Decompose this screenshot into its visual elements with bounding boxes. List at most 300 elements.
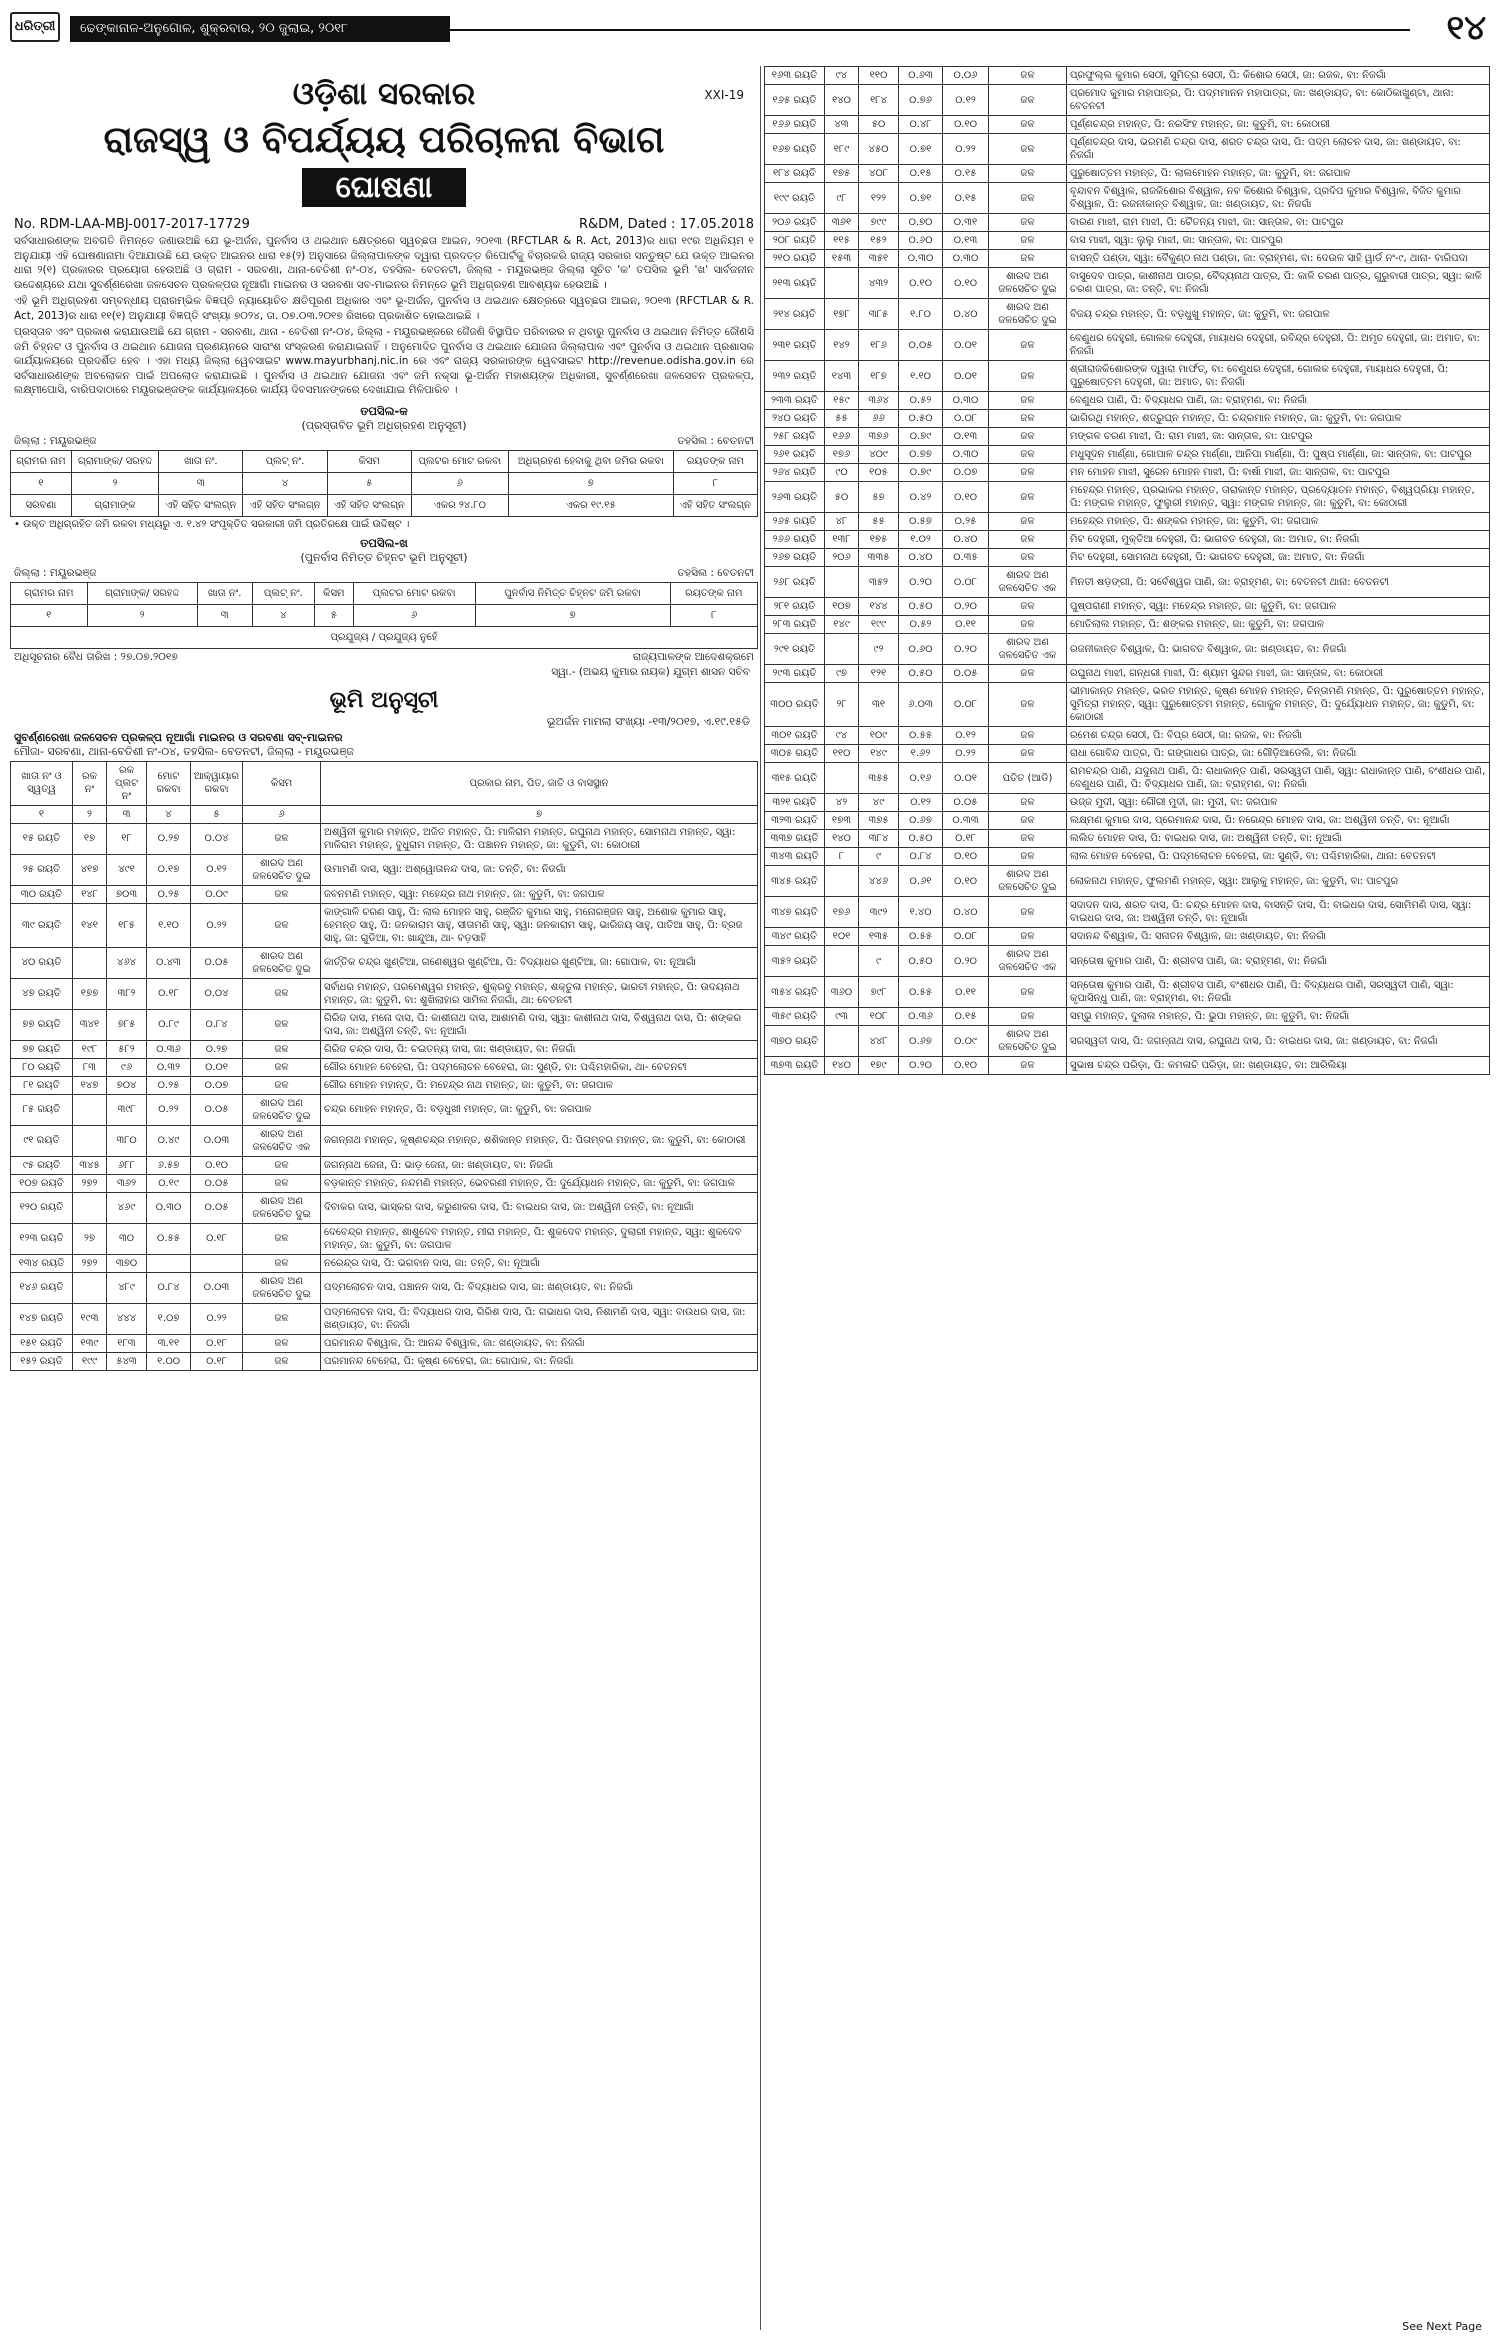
table-cell: ୧୭୫ [825, 165, 859, 183]
table-cell: ୨୫ ରୟତି [11, 854, 73, 885]
table-cell: ୩୫୧ [859, 250, 899, 268]
see-next-page: See Next Page [1402, 2320, 1482, 2333]
table-cell: ଜଳ [989, 977, 1067, 1008]
table-cell: ୫୫ [859, 513, 899, 531]
table-cell: ୩୪୭ ରୟତି [765, 897, 825, 928]
table-cell: ୦.୩୦ [943, 446, 989, 464]
land-table-right [764, 66, 1490, 1075]
table-cell: ୩୮୨ [107, 978, 147, 1009]
table-cell: ଜଳ [989, 727, 1067, 745]
table-cell: ୪୩୨ [859, 268, 899, 299]
table-cell: ୧୨୦ ରୟତି [11, 1192, 73, 1223]
table-cell: ୫୭ [859, 482, 899, 513]
table-cell: ଜଳ [989, 616, 1067, 634]
table-cell: ୩୮୪ [859, 830, 899, 848]
table-cell: ୨୮୩ ରୟତି [765, 616, 825, 634]
owner-details: ପୁରୁଷୋତ୍ତମ ମହାନ୍ତ, ପି: ଲାଲମୋହନ ମହାନ୍ତ, ଜା: କୁଡୁମି, ବା: ଜଗପାଳ [1067, 165, 1490, 183]
table-cell: ୨୬୭ ରୟତି [765, 549, 825, 567]
table-cell: ୧.୦୨ [899, 531, 943, 549]
table-row [11, 1352, 758, 1370]
table-row [11, 1272, 758, 1303]
table-cell: ୩୪୩ ରୟତି [765, 848, 825, 866]
table-row [11, 1156, 758, 1174]
table-cell: ୧୦୯ [859, 727, 899, 745]
table-cell: ୯୩ [825, 1008, 859, 1026]
table-cell: ଶାରଦ ଅଣ ଜଳସେଚିତ ଦୁଇ [989, 299, 1067, 330]
table-cell: ୦.୩୬ [147, 1040, 191, 1058]
column-header: କିସମ [327, 450, 411, 472]
table-cell: ୧୭୬ [825, 446, 859, 464]
table-cell: ଜଳ [989, 464, 1067, 482]
table-cell: ୧୮୯ [825, 134, 859, 165]
schedule-b-applicability: ପ୍ରଯୁଜ୍ୟ / ପ୍ରଯୁଜ୍ୟ ନୁହେଁ [11, 626, 758, 648]
owner-details: ବାସନ୍ତି ପଣ୍ଡା, ସ୍ୱା: ବୈକୁଣ୍ଠ ନାଥ ପଣ୍ଡା, ଜା: ବ୍ରାହ୍ମଣ, ବା: ଦେଉଳ ସାହି ୱାର୍ଡ ନଂ-୯, ଥାନା- ବାରିପଦା [1067, 250, 1490, 268]
district-label: ଜିଲ୍ଲା : ମୟୂରଭଞ୍ଜ [14, 566, 97, 579]
table-cell: ଜଳ [243, 903, 321, 947]
table-row [765, 482, 1490, 513]
table-cell: ୧୭ [73, 823, 107, 854]
table-cell: ୧୬୬ ରୟତି [765, 116, 825, 134]
owner-details: ଗିରିଜ ଚନ୍ଦ୍ର ଦାସ, ପି: ଚଇତନ୍ୟ ଦାସ, ଜା: ଖଣ୍ଡାୟତ, ବା: ନିଜଗାଁ [321, 1040, 758, 1058]
table-cell: ୧୬୫ ରୟତି [765, 85, 825, 116]
owner-details: ମିନତୀ ଷଡ଼ଙ୍ଗୀ, ପି: ସର୍ବେଶ୍ୱର ପାଣି, ଜା: ବ୍ରାହ୍ମଣ, ବା: ବେତନଟୀ ଥାନା: ବେତନଟୀ [1067, 567, 1490, 598]
table-cell: ୪୦୮ [859, 165, 899, 183]
table-cell: ୨୬୬ ରୟତି [765, 531, 825, 549]
table-cell: ୦.୨୨ [191, 1303, 243, 1334]
table-cell: ୦.୧୬ [899, 763, 943, 794]
table-cell: ୨୮ [825, 683, 859, 727]
table-cell: ୨୩୧ ରୟତି [765, 330, 825, 361]
table-cell: ଏହି ସହିତ ସଂଲଗ୍ନ [159, 494, 243, 516]
owner-details: ରାଧା ଗୋବିନ୍ଦ ପାତ୍ର, ପି: ଗଙ୍ଗାଧର ପାତ୍ର, ଜା: ଗୌଡ଼ିଆଡେଲି, ବା: ନିଜଗାଁ [1067, 745, 1490, 763]
table-cell: ୪୪୪ [107, 1303, 147, 1334]
table-cell: ୧୦୭ [825, 598, 859, 616]
table-row [11, 1076, 758, 1094]
table-cell: ୦.୧୦ [943, 1057, 989, 1075]
owner-details: ଉଜ୍ଜ ମୁଦୀ, ସ୍ୱା: ଗୌରୀ ମୁଦୀ, ଜା: ମୁଦୀ, ବା: ଜଗପାଳ [1067, 794, 1490, 812]
table-cell: ୬୬ [859, 410, 899, 428]
owner-details: ଚନ୍ଦ୍ର ମୋହନ ମହାନ୍ତ, ପି: ବଡ଼ଧୁଖୀ ମହାନ୍ତ, ଜା: କୁଡୁମି, ବା: ଜଗପାଳ [321, 1094, 758, 1125]
table-cell: ଏହି ସହିତ ସଂଲଗ୍ନ [243, 494, 327, 516]
owner-details: ବାରଣ ମାଝୀ, ରାମ ମାଝୀ, ପି: ଚୈତନ୍ୟ ମାଝୀ, ଜା: ସାନ୍ତାଳ, ବା: ପାଟପୁର [1067, 214, 1490, 232]
table-row [765, 165, 1490, 183]
table-cell: ଶାରଦ ଅଣ ଜଳସେଚିତ ଏକ [243, 1125, 321, 1156]
column-header: ପ୍ଲଟ୍ ନଂ. [243, 450, 327, 472]
table-row [765, 361, 1490, 392]
schedule-a-title: ତପସିଲ-କ [360, 403, 408, 418]
table-cell: ୦.୦୬ [943, 67, 989, 85]
schedule-a-note: • ଉକ୍ତ ଅଧିଗ୍ରହିତ ଜମି ରକବା ମଧ୍ୟରୁ ଏ. ୧.୪୨ ସଂପୃକ୍ତିତ ସରକାରୀ ଜମି ପ୍ରତିରକ୍ଷେ ପାଇଁ ଉଦ୍ଦିଷ୍ଟ । [14, 518, 410, 530]
table-cell: ୧୪୯ [859, 745, 899, 763]
table-cell: ୪୦ ରୟତି [11, 947, 73, 978]
column-header: ଅଧିଗ୍ରହଣ ହେବାକୁ ଥିବା ଜମିର ରକବା [508, 450, 673, 472]
table-cell: ୦.୫୦ [899, 665, 943, 683]
table-cell: ୦.୭୭ [899, 446, 943, 464]
table-cell: ୧୨୩ ରୟତି [11, 1223, 73, 1254]
column-header: କିସମ [315, 582, 354, 604]
table-cell: ୯୫ ରୟତି [11, 1156, 73, 1174]
table-cell: ୦.୭୯ [899, 464, 943, 482]
table-cell: ଜଳ [989, 134, 1067, 165]
table-cell: ୦.୦୪ [191, 978, 243, 1009]
department-title: ରାଜସ୍ୱ ଓ ବିପର୍ଯ୍ୟୟ ପରିଚାଳନା ବିଭାଗ [103, 117, 665, 161]
table-cell: ୦.୩୦ [943, 392, 989, 410]
table-cell: ୦.୧୦ [943, 848, 989, 866]
table-cell: ସରବଣା [11, 494, 72, 516]
table-cell: ଜଳ [989, 410, 1067, 428]
table-cell: ୦.୪୩ [147, 947, 191, 978]
table-cell: ୧୫୨ ରୟତି [11, 1352, 73, 1370]
table-cell: ୩୦ [107, 1223, 147, 1254]
owner-details: ସମ୍ଭୁ ମହାନ୍ତ, ଦୁଲାଲ ମହାନ୍ତ, ପି: ଭୁପା ମହାନ୍ତ, ଜା: କୁଡୁମି, ବା: ନିଜଗାଁ [1067, 1008, 1490, 1026]
notice-footer [14, 651, 754, 664]
table-cell: ଶାରଦ ଅଣ ଜଳସେଚିତ ଦୁଇ [243, 947, 321, 978]
owner-details: ପରମାନନ୍ଦ ବେହେରା, ପି: କୃଷ୍ଣ ବେହେରା, ଜା: ଗୋପାଳ, ବା: ନିଜଗାଁ [321, 1352, 758, 1370]
table-cell: ୪୯୧ [107, 854, 147, 885]
table-cell: ୪୪୮ [859, 1026, 899, 1057]
table-cell: ୯ [859, 848, 899, 866]
table-cell: ୨୧୦ ରୟତି [765, 250, 825, 268]
owner-details: ପୂର୍ଣ୍ଣଚନ୍ଦ୍ର ଦାସ, ଭରମଣି ଚନ୍ଦ୍ର ଦାସ, ଶରତ ଚନ୍ଦ୍ର ଦାସ, ପି: ପଦ୍ମ ଲୋଚନ ଦାସ, ଜା: ଖଣ୍ଡାୟତ, ବା: ନିଜଗାଁ [1067, 134, 1490, 165]
notice-block [10, 76, 758, 679]
table-cell: ୦.୧୮ [191, 1352, 243, 1370]
table-cell: ୦.୮୪ [191, 1009, 243, 1040]
table-cell: ୨୦୮ ରୟତି [765, 232, 825, 250]
column-number: ୮ [673, 472, 757, 494]
table-cell: ୯୦ [825, 464, 859, 482]
table-cell: ଜଳ [989, 165, 1067, 183]
table-cell [825, 946, 859, 977]
table-cell: ୦.୨୦ [943, 598, 989, 616]
table-cell: ୪୩ [825, 116, 859, 134]
table-cell: ୩୮୫ [859, 299, 899, 330]
table-cell: ୭୭ ରୟତି [11, 1040, 73, 1058]
column-number: ୨ [87, 604, 197, 626]
column-header: ରକ ନଂ [73, 761, 107, 805]
table-cell: ୦.୦୫ [191, 947, 243, 978]
table-cell: ୦.୧୦ [943, 866, 989, 897]
owner-details: ଗୌର ମୋହନ ବେହେରା, ପି: ପଦ୍ମଲୋଚନ ବେହେରା, ଜା: ସୁଣ୍ଡି, ବା: ପଶ୍ଚିମହାରିକା, ଥା- ବେତନଟୀ [321, 1058, 758, 1076]
table-cell: ୧୩୮ [825, 531, 859, 549]
owner-details: ମୋତିଲାଲ ମହାନ୍ତ, ପି: ଶଙ୍କର ମହାନ୍ତ, ଜା: କୁଡୁମି, ବା: ଜଗପାଳ [1067, 616, 1490, 634]
column-header: ଗ୍ରାମର ନାମ [11, 450, 72, 472]
table-cell: ୦.୦୫ [191, 1192, 243, 1223]
column-header: ଆକ୍ୱାୟାର ରକବା [191, 761, 243, 805]
table-cell: ୦.୦୫ [943, 665, 989, 683]
owner-details: ମଧୁସୂଦନ ମାର୍ଣ୍ଣା, ଗୋପାଳ ଚନ୍ଦ୍ର ମାର୍ଣ୍ଣା, ଆନିପା ମାର୍ଣ୍ଣା, ପି: ପୁଷ୍ପ ମାର୍ଣ୍ଣା, ଜା: ସାନ୍ତାଳ, ବା: ପାଟପୁର [1067, 446, 1490, 464]
table-cell: ୦.୮୯ [147, 1009, 191, 1040]
table-cell: ୦.୫୫ [899, 977, 943, 1008]
table-cell: ଜଳ [989, 232, 1067, 250]
table-row [765, 250, 1490, 268]
table-cell: ୧୩୪ ରୟତି [11, 1254, 73, 1272]
table-cell: ଗ୍ରାମାଙ୍କ [71, 494, 158, 516]
table-cell: ୦.୨୫ [147, 1076, 191, 1094]
table-cell: ୧.୦୦ [147, 1352, 191, 1370]
table-cell: ୧.୬୨ [899, 745, 943, 763]
table-cell: ୦.୦୧ [943, 361, 989, 392]
table-cell: ୦.୨୨ [147, 1094, 191, 1125]
schedule-b-meta [14, 567, 754, 580]
table-row [765, 830, 1490, 848]
table-cell: ୪୪୬ [859, 866, 899, 897]
owner-details: ମଙ୍ଗଳ ଚରଣ ମାଝୀ, ପି: ରାମ ମାଝୀ, ଜା: ସାନ୍ତାଳ, ବା: ପାଟପୁର [1067, 428, 1490, 446]
table-cell: ୪୬୪ [107, 947, 147, 978]
table-cell: ୧୭୬ [825, 897, 859, 928]
table-row [765, 268, 1490, 299]
table-cell: ୦.୧୫ [899, 165, 943, 183]
table-row [765, 330, 1490, 361]
table-cell: ଶାରଦ ଅଣ ଜଳସେଚିତ ଦୁଇ [989, 866, 1067, 897]
column-number: ୨ [71, 472, 158, 494]
table-cell: ୯୧ ରୟତି [11, 1125, 73, 1156]
table-cell: ୧୪୩ [825, 361, 859, 392]
table-row [765, 567, 1490, 598]
table-cell: ଜଳ [989, 392, 1067, 410]
table-cell: ଶାରଦ ଅଣ ଜଳସେଚିତ ଦୁଇ [989, 1026, 1067, 1057]
owner-details: ବିଜୟ ଚନ୍ଦ୍ର ମହାନ୍ତ, ପି: ବଡ଼ଧୁଖୁ ମହାନ୍ତ, ଜା: କୁଡୁମି, ବା: ଜଗପାଳ [1067, 299, 1490, 330]
table-cell: ୦.୫୨ [899, 392, 943, 410]
table-cell: ୪୭ ରୟତି [11, 978, 73, 1009]
table-row [765, 67, 1490, 85]
table-cell: ୩୫୯ ରୟତି [765, 1008, 825, 1026]
owner-details: ଭୀମାକାନ୍ତ ମହାନ୍ତ, ଭରତ ମହାନ୍ତ, କୃଷ୍ଣ ମୋହନ ମହାନ୍ତ, ଚିନ୍ତାମଣି ମହାନ୍ତ, ପି: ପୁରୁଷୋତ୍ତମ ମହାନ୍ତ, ସୁମିତ୍ରା ମହାନ୍ତ, ସ୍ୱା: ପୁରୁଷୋତ୍ତମ ମହାନ୍ତ, ଗୋକୁଳ ମହାନ୍ତ, ପି: ଦୁର୍ଯ୍ୟୋଧନ ମହାନ୍ତ, ଜା: କୁଡୁମି, ବା: କୋଠାରୀ [1067, 683, 1490, 727]
table-cell: ୦.୧୮ [191, 1223, 243, 1254]
table-cell [825, 866, 859, 897]
table-cell: ୦.୮୪ [147, 1272, 191, 1303]
table-cell: ୦.୭୦ [899, 214, 943, 232]
table-cell: ଶାରଦ ଅଣ ଜଳସେଚିତ ଦୁଇ [243, 854, 321, 885]
table-row [765, 727, 1490, 745]
table-cell: ୦.୧୦ [943, 482, 989, 513]
table-cell: ୫୦ [825, 482, 859, 513]
notice-code: XXI-19 [704, 88, 744, 102]
table-cell: ୦.୨୦ [943, 946, 989, 977]
table-cell: ଜଳ [243, 823, 321, 854]
table-cell: ଜଳ [989, 361, 1067, 392]
table-cell: ୧୧୦ [859, 67, 899, 85]
table-cell: ୩୬୨ [107, 1174, 147, 1192]
table-cell: ୦.୧୮ [147, 978, 191, 1009]
owner-details: ସୁଭାଷ ଚନ୍ଦ୍ର ପରିଡ଼ା, ପି: କମଳାଚି ପରିଡ଼ା, ଜା: ଖଣ୍ଡାୟତ, ବା: ଆରିଲିୟା [1067, 1057, 1490, 1075]
table-cell: ୩୦୦ ରୟତି [765, 683, 825, 727]
table-cell: ୧୨୨ [859, 183, 899, 214]
owner-details: ରଜନୀକାନ୍ତ ବିଶ୍ୱାଳ, ପି: ଭାଗବତ ବିଶ୍ୱାଳ, ଜା: ଖଣ୍ଡାୟତ, ବା: ନିଜଗାଁ [1067, 634, 1490, 665]
table-cell: ୦.୧୨ [899, 794, 943, 812]
owner-details: ମହେନ୍ଦ୍ର ମହାନ୍ତ, ପି: ଶଙ୍କର ମହାନ୍ତ, ଜା: କୁଡୁମି, ବା: ଜଗପାଳ [1067, 513, 1490, 531]
owner-details: କାଙ୍ଗାଳି ଚରଣ ସାହୁ, ପି: ଲାଲ ମୋହନ ସାହୁ, ରଞ୍ଜିତ କୁମାର ସାହୁ, ମନୋରଞ୍ଜନ ସାହୁ, ଅଶୋକ କୁମାର ସାହୁ, ହେମନ୍ତ ସାହୁ, ପି: ଜନକାରାମ ସାହୁ, ସୀତାମଣି ସାହୁ, ସ୍ୱା: ଜନକାରାମ ସାହୁ, ଭାରିଜୟ ସାହୁ, ପାତିଆ ସାହୁ, ପି: ବ୍ରଜ ସାହୁ, ଜା: ଗୁଡିଆ, ବା: ଖାନ୍ଦୁଆ, ଥା- ବଡ଼ସାହି [321, 903, 758, 947]
table-row [765, 848, 1490, 866]
owner-details: ରମେଶ ଚନ୍ଦ୍ର ସେଠୀ, ପି: ବିପ୍ର ସେଠୀ, ଜା: ରଜକ, ବା: ନିଜଗାଁ [1067, 727, 1490, 745]
table-cell: ୧.୧୦ [147, 903, 191, 947]
schedule-b-table [10, 582, 758, 649]
table-row [11, 1334, 758, 1352]
table-cell: ୩୦୧ ରୟତି [765, 727, 825, 745]
table-cell: ୧୫୩ [825, 250, 859, 268]
table-cell: ୬.୫୭ [147, 1156, 191, 1174]
table-cell: ୧୪୨ [825, 330, 859, 361]
table-cell: ୫୮୨ [107, 1040, 147, 1058]
table-cell: ଜଳ [989, 830, 1067, 848]
table-cell: ୫୪୩ [107, 1352, 147, 1370]
table-cell [825, 763, 859, 794]
table-cell: ଏକର ୧୯.୧୫ [508, 494, 673, 516]
notice-paragraph-1: ସର୍ବସାଧାରଣଙ୍କ ଅବଗତି ନିମନ୍ତେ ଜଣାଉଅଛି ଯେ ଭୂ-ଅର୍ଜନ, ପୁନର୍ବାସ ଓ ଥଇଥାନ କ୍ଷେତ୍ରରେ ସ୍ୱଚ୍ଛତା ଆଇନ, ୨୦୧୩ (RFCTLAR & R. Act, 2013)ର ଧାରା ୧୯ର ଅଧିନିୟମ ୧ ଅନୁଯାୟୀ ଏହି ଘୋଷଣାନାମା ଦିଆଯାଉଛି ଯେ ଉକ୍ତ ଆଇନର ଧାରା ୧୫(୨) ଅନୁସାରେ ଜିଲ୍ଲାପାଳଙ୍କ ଦ୍ୱାରା ପ୍ରଦତ୍ତ ରିପୋର୍ଟକୁ ବିଚାରକରି ରାଜ୍ୟ ସରକାର ସନ୍ତୁଷ୍ଟ ଯେ ଉକ୍ତ ଆଇନର ଧାରା ୨(୧) ପ୍ରକାରର ପ୍ରୟୋଗ ହେଉଅଛି ଓ ଗ୍ରାମ - ସରବଣା, ଥାନା-ବେତିଶୀ ନଂ-୦୪, ତହସିଲ- ବେତନଟୀ, ଜିଲ୍ଲା - ମୟୂରଭଞ୍ଜ ଜିଲ୍ଲା ସୂଚିତ 'କ' ତପସିଲ ଭୂମି 'ଖ' ସାର୍ବଜନୀନ ଉଦ୍ଦେଶ୍ୟରେ ଯଥା ସୁବର୍ଣ୍ଣରେଖା ଜଳସେଚନ ପ୍ରକଳ୍ପର ନୂଆଗାଁ ମାଇନର ଓ ସରବଣା ସବ-ମାଇନର ନିମନ୍ତେ ଭୂମି ଅଧିଗ୍ରହଣ ଆବଶ୍ୟକ ହେଉଅଛି । [14, 235, 754, 291]
table-cell: ୩୬୪ [859, 392, 899, 410]
table-cell: ୫୦ [859, 116, 899, 134]
column-header: ପ୍ରକାର ନାମ, ପିତ, ଜାତି ଓ ବାସସ୍ଥାନ [321, 761, 758, 805]
table-row [11, 978, 758, 1009]
table-row [765, 531, 1490, 549]
table-cell: ୦.୪୦ [943, 299, 989, 330]
table-cell: ୩୯୮ [107, 1094, 147, 1125]
table-cell: ୩୬୧ [825, 214, 859, 232]
table-cell: ୦.୦୫ [943, 794, 989, 812]
schedule-a-meta [14, 435, 754, 448]
table-cell: ୯ [859, 946, 899, 977]
table-cell: ୩୭୦ ରୟତି [765, 1026, 825, 1057]
column-number: ୪ [252, 604, 314, 626]
table-cell: ଜଳ [989, 531, 1067, 549]
table-cell: ୨୮୧ ରୟତି [765, 598, 825, 616]
owner-details: ବଡ଼କାନ୍ତ ମହାନ୍ତ, ନନ୍ଦମଣି ମହାନ୍ତ, ଭେବରଣୀ ମହାନ୍ତ, ପି: ଦୁର୍ଯ୍ୟୋଧନ ମହାନ୍ତ, ଜା: କୁଡୁମି, ବା: ଜଗପାଳ [321, 1174, 758, 1192]
table-row [765, 428, 1490, 446]
table-cell: ୧୪୦ [825, 85, 859, 116]
owner-details: ଗିରିଜ ଦାସ, ମନୋ ଦାସ, ପି: କାଶୀନାଥ ଦାସ, ଆଶାମଣି ଦାସ, ସ୍ୱା: କାଶୀନାଥ ଦାସ, ବିଶ୍ୱନାଥ ଦାସ, ପି: ଶଙ୍କର ଦାସ, ଜା: ଅଶ୍ୱିନୀ ତନ୍ତି, ବା: ନୂଆଗାଁ [321, 1009, 758, 1040]
table-cell: ୦.୫୦ [899, 830, 943, 848]
schedule-a-table [10, 450, 758, 517]
table-row [765, 214, 1490, 232]
owner-details: ଦିବାକର ଦାସ, ଭାସ୍କର ଦାସ, କରୁଣାକର ଦାସ, ପି: ବାଇଧର ଦାସ, ଜା: ଅଶ୍ୱିନୀ ତନ୍ତି, ବା: ନୂଆଗାଁ [321, 1192, 758, 1223]
table-cell: ୦.୧୮ [191, 1334, 243, 1352]
table-cell: ୧୪୯ [825, 616, 859, 634]
table-cell: ୨୬୧ ରୟତି [765, 446, 825, 464]
owner-details: ଜଗନ୍ନାଥ ଜେନା, ପି: ଭାଡ଼ ଜେନା, ଜା: ଖଣ୍ଡାୟତ, ବା: ନିଜଗାଁ [321, 1156, 758, 1174]
table-cell: ୧୦୫ [859, 464, 899, 482]
table-cell: ୧.୧୦ [899, 361, 943, 392]
table-row [11, 1094, 758, 1125]
column-header: ରୟତଙ୍କ ନାମ [673, 450, 757, 472]
table-row [11, 885, 758, 903]
table-row [765, 977, 1490, 1008]
table-row [765, 763, 1490, 794]
column-header: କିସମ [243, 761, 321, 805]
table-row [765, 232, 1490, 250]
owner-details: ସରସ୍ୱତୀ ଦାସ, ପି: ଜଗନ୍ନାଥ ଦାସ, ରଘୁନାଥ ଦାସ, ପି: ବାଇଧର ଦାସ, ଜା: ଖଣ୍ଡାୟତ, ବା: ନିଜଗାଁ [1067, 1026, 1490, 1057]
owner-details: ସନ୍ତୋଷ କୁମାର ପାଣି, ପି: ଶ୍ରୀବସ ପାଣି, ଜା: ବ୍ରାହ୍ମଣ, ବା: ନିଜଗାଁ [1067, 946, 1490, 977]
column-header: ରୟତଙ୍କ ନାମ [670, 582, 757, 604]
table-cell: ୦.୨୫ [147, 885, 191, 903]
land-schedule-title: ଭୂମି ଅନୁସୂଚୀ [329, 686, 439, 713]
table-cell: ୦.୪୦ [943, 531, 989, 549]
table-cell: ଜଳ [989, 745, 1067, 763]
table-cell: ୦.୫୭ [899, 513, 943, 531]
table-cell: ୧.୪୦ [899, 897, 943, 928]
table-cell: ୦.୦୯ [943, 1026, 989, 1057]
table-cell: ୩୩୫ [859, 549, 899, 567]
owner-details: ଲକ୍ଷ୍ମଣ କୁମାର ଦାସ, ପ୍ରେମାନନ୍ଦ ଦାସ, ପି: ନରେନ୍ଦ୍ର ମୋହନ ଦାସ, ଜା: ଅଶ୍ୱିନୀ ତନ୍ତି, ବା: ନୂଆଗାଁ [1067, 812, 1490, 830]
table-cell: ୦.୪୦ [943, 897, 989, 928]
table-cell: ୦.୩୦ [899, 250, 943, 268]
table-cell: ୦.୩୨ [147, 1058, 191, 1076]
table-row [765, 665, 1490, 683]
table-cell: ୦.୫୫ [899, 727, 943, 745]
table-cell: ୪୨ [825, 794, 859, 812]
table-cell: ପତିତ (ଆଡି) [989, 763, 1067, 794]
table-cell: ୦.୬୭ [899, 812, 943, 830]
table-row [11, 823, 758, 854]
table-row [765, 946, 1490, 977]
column-number: ୬ [243, 805, 321, 823]
table-cell: ୧.୮୦ [899, 299, 943, 330]
owner-details: ଜବନମଣି ମହାନ୍ତ, ସ୍ୱା: ମହେନ୍ଦ୍ର ନାଥ ମହାନ୍ତ, ଜା: କୁଡୁମି, ବା: ଜଗପାଳ [321, 885, 758, 903]
table-cell: ୮୫ ରୟତି [11, 1094, 73, 1125]
table-cell: ଜଳ [243, 885, 321, 903]
table-cell: ଶାରଦ ଅଣ ଜଳସେଚିତ ଦୁଇ [243, 1192, 321, 1223]
table-cell: ୧୯୯ [73, 1352, 107, 1370]
owner-details: ମହେନ୍ଦ୍ର ମହାନ୍ତ, ପ୍ରଭାକର ମହାନ୍ତ, ତାରାକାନ୍ତ ମହାନ୍ତ, ପ୍ରଦ୍ୟୋତନ ମହାନ୍ତ, ବିଶ୍ୱପ୍ରିୟା ମହାନ୍ତ, ପି: ମଙ୍ଗଳ ମହାନ୍ତ, ଫୁଲୁରୀ ମହାନ୍ତ, ସ୍ୱା: ମଙ୍ଗଳ ମହାନ୍ତ, ଜା: କୁଡୁମି, ବା: କୋଠାରୀ [1067, 482, 1490, 513]
table-cell: ଜଳ [989, 482, 1067, 513]
table-cell: ୪୧୭ [73, 854, 107, 885]
table-cell: ୩୨୩ ରୟତି [765, 812, 825, 830]
table-cell: ୧୫ ରୟତି [11, 823, 73, 854]
table-cell: ୦.୨୦ [899, 1057, 943, 1075]
column-number: ୩ [107, 805, 147, 823]
table-cell: ୩୪୧ [73, 1009, 107, 1040]
table-cell [825, 1026, 859, 1057]
table-cell: ଜଳ [243, 1303, 321, 1334]
column-number: ୩ [159, 472, 243, 494]
notice-paragraph-3: ପ୍ରସ୍ତାବ ଏବଂ ପ୍ରକାଶ କରାଯାଉଅଛି ଯେ ଗ୍ରାମ - ସରବଣା, ଥାନା - ବେତିଶୀ ନଂ-୦୪, ଜିଲ୍ଲା - ମୟୂରଭଞ୍ଜରେ ଜୈଜଣି ବିସ୍ଥାପିତ ପରିବାରର ନ ଥିବାରୁ ପୁନର୍ବାସ ଓ ଥଇଥାନ ନିମିତ୍ତ ଜୌଣସି ଜମି ଚିହ୍ନଟ ଓ ପୁନର୍ବାସ ଓ ଥଇଥାନ ଯୋଜନା ପ୍ରଣୟନରେ ସାରାଂଶ ସଂସ୍କରଣ କରାଯାଇନାହିଁ । ଅନୁମୋଦିତ ପୁନର୍ବାସ ଓ ଥଇଥାନ ଯୋଜନା ଜିଲ୍ଲାପାଳ ଏବଂ ପୁନର୍ବାସ ଓ ଥଇଥାନ ପ୍ରଶାସକ କାର୍ଯ୍ୟାଳୟରେ ପ୍ରଦର୍ଶିତ ହେବ । ଏହା ମଧ୍ୟ ଜିଲ୍ଲା ୱେବସାଇଟ www.mayurbhanj.nic.in ରେ ଏବଂ ରାଜ୍ୟ ସରକାରଙ୍କ ୱେବସାଇଟ http://revenue.odisha.gov.in ରେ ସର୍ବସାଧାରଣଙ୍କ ଅବଲୋକନ ପାଇଁ ଅପଲୋଡ କରାଯାଇଛି । ପୁନର୍ବାସ ଓ ଥଇଥାନ ଯୋଜନା ଏବଂ ଜମି ନକ୍ସା ଭୂ-ଅର୍ଜନ ମହାଶୟଙ୍କ ଅଧିକାରୀ, ସୁବର୍ଣ୍ଣରେଖା ଜଳସେଚନ ପ୍ରକଳ୍ପ, ଲକ୍ଷ୍ମୀପୋସି, ବାରିପଦାଠାରେ ମୟୂରଭଞ୍ଜଙ୍କ କାର୍ଯ୍ୟାଳୟରେ କାର୍ଯ୍ୟ ଦିବସମାନଙ୍କରେ ଦେଖାଯାଇ ମିଳିପାରିବ । [14, 326, 754, 396]
table-cell [825, 268, 859, 299]
table-cell: ୩୨୧ ରୟତି [765, 794, 825, 812]
owner-details: ବେଣୁଧର ଦେହୁରୀ, ଗୋଲକ ଦେହୁରୀ, ମାୟାଧର ଦେହୁରୀ, ରବିନ୍ଦ୍ର ଦେହୁରୀ, ପି: ଅମୃତ ଦେହୁରୀ, ଜା: ଅମାତ, ବା: ନିଜଗାଁ [1067, 330, 1490, 361]
newspaper-header [10, 8, 1490, 52]
table-row [11, 854, 758, 885]
table-row [765, 446, 1490, 464]
reference-date: R&DM, Dated : 17.05.2018 [578, 217, 754, 232]
table-cell: ୯୪ [825, 727, 859, 745]
table-cell: ୦.୫୦ [899, 410, 943, 428]
table-cell: ୧୮୪ [859, 85, 899, 116]
owner-details: ସନ୍ତୋଷ କୁମାର ପାଣି, ପି: ଶ୍ରୀବସ ପାଣି, ବଂଶୀଧର ପାଣି, ପି: ବିଦ୍ୟାଧର ପାଣି, ସରସ୍ୱତୀ ପାଣି, ସ୍ୱା: କୃପାସିନ୍ଧୁ ପାଣି, ଜା: ବ୍ରାହ୍ମଣ, ବା: ନିଜଗାଁ [1067, 977, 1490, 1008]
table-cell: ଜଳ [989, 214, 1067, 232]
owner-details: ଉମାମଣି ଦାସ, ସ୍ୱା: ଅଶ୍ୱୋତାନନ୍ଦ ଦାସ, ଜା: ତନ୍ତି, ବା: ନିଜଗାଁ [321, 854, 758, 885]
table-cell [191, 1254, 243, 1272]
reference-line [14, 217, 754, 232]
table-cell: ୦.୨୦ [899, 567, 943, 598]
column-header: ପ୍ଲଟର ମୋଟ ରକବା [353, 582, 475, 604]
table-cell: ୧୮୬ [859, 330, 899, 361]
table-cell: ୦.୩୦ [943, 250, 989, 268]
owner-details: ପ୍ରଫୁଲ୍ଲ କୁମାର ସେଠୀ, ସୁମିତ୍ରା ସେଠୀ, ପି: କିଶୋର ସେଠୀ, ଜା: ରଜକ, ବା: ନିଜଗାଁ [1067, 67, 1490, 85]
column-header: ଗ୍ରାମାଙ୍କ/ ସରହଦ୍ଦ [87, 582, 197, 604]
column-number: ୧ [11, 604, 88, 626]
table-cell: ୧୪୭ ରୟତି [11, 1303, 73, 1334]
govt-title: ଓଡ଼ିଶା ସରକାର [292, 76, 476, 112]
table-cell: ୧.୦୭ [147, 1303, 191, 1334]
tahasil-label: ତହସିଲ : ବେତନଟୀ [677, 566, 754, 579]
table-cell: ୦.୧୭ [147, 854, 191, 885]
table-row [765, 392, 1490, 410]
table-cell: ୨୧୩ ରୟତି [765, 268, 825, 299]
table-row [11, 1040, 758, 1058]
table-cell: ୩୭୩ ରୟତି [765, 1057, 825, 1075]
page-number: ୧୪ [1446, 8, 1486, 48]
table-cell: ୦.୬୦ [899, 634, 943, 665]
table-cell [825, 567, 859, 598]
column-number: ୬ [353, 604, 475, 626]
